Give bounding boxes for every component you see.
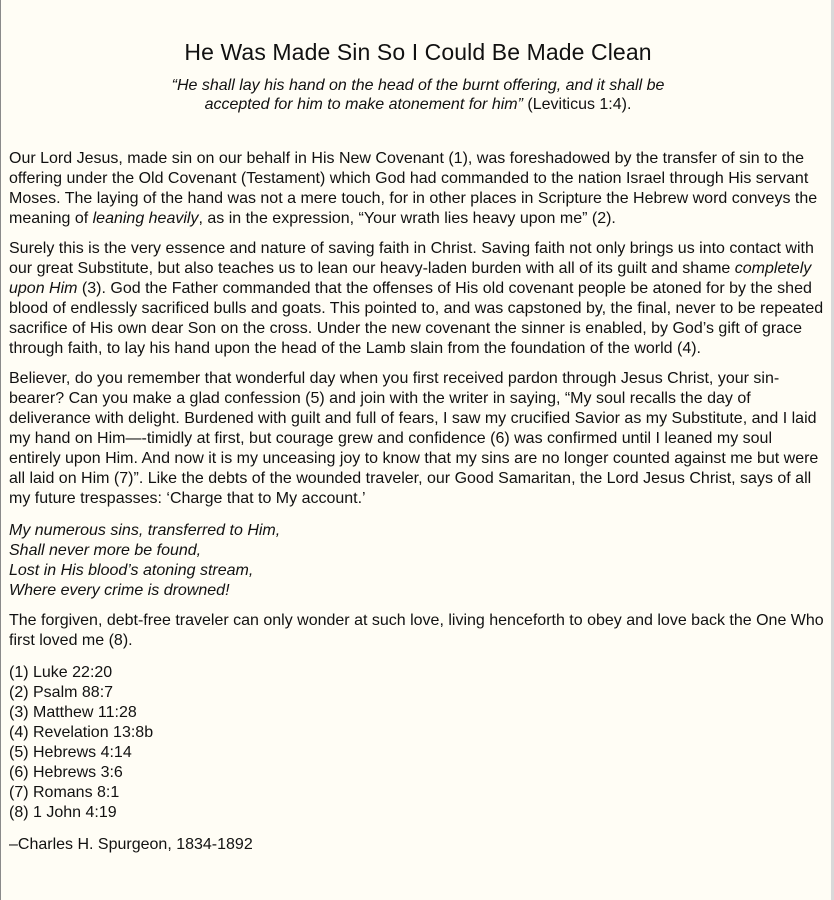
paragraph-4: The forgiven, debt-free traveler can only wonder at such love, living henceforth to obey and love back the One Who first loved me (8). (9, 612, 824, 649)
reference-item: (6) Hebrews 3:6 (9, 764, 123, 781)
poem-line: Shall never more be found, (9, 542, 202, 559)
reference-list (9, 663, 827, 823)
poem-stanza (9, 521, 827, 601)
reference-item: (5) Hebrews 4:14 (9, 744, 132, 761)
article-body (9, 0, 827, 855)
reference-item: (4) Revelation 13:8b (9, 724, 154, 741)
poem-line: Where every crime is drowned! (9, 582, 230, 599)
epigraph-citation: (Leviticus 1:4). (522, 96, 632, 113)
paragraph-2 (9, 239, 827, 359)
epigraph-quote: “He shall lay his hand on the head of the burnt offering, and it shall be accepted for him to make atonement for him” (171, 77, 665, 113)
paragraph-1-text-b: , as in the expression, “Your wrath lies heavy upon me” (2). (198, 210, 616, 227)
reference-item: (2) Psalm 88:7 (9, 684, 114, 701)
paragraph-2-emphasis: completely upon Him (9, 260, 812, 297)
author-signature: –Charles H. Spurgeon, 1834-1892 (9, 836, 253, 853)
reference-item: (8) 1 John 4:19 (9, 804, 117, 821)
paragraph-1-emphasis: leaning heavily (92, 210, 199, 227)
reference-item: (7) Romans 8:1 (9, 784, 120, 801)
paragraph-1-text-a: Our Lord Jesus, made sin on our behalf in His New Covenant (1), was foreshadowed by the transfer of sin to the offering under the Old Covenant (Testament) which God had commanded to the nation Israel through His servant Moses. The laying of the hand was not a mere touch, for in other places in Scripture the Hebrew word conveys the meaning of (9, 150, 818, 227)
poem-line: My numerous sins, transferred to Him, (9, 522, 281, 539)
reference-item: (3) Matthew 11:28 (9, 704, 137, 721)
paragraph-2-text-a: Surely this is the very essence and nature of saving faith in Christ. Saving faith not only brings us into contact with our great Substitute, but also teaches us to lean our heavy-laden burden with all of its guilt and shame (9, 240, 814, 277)
paragraph-2-text-b: (3). God the Father commanded that the offenses of His old covenant people be atoned for by the shed blood of endlessly sacrificed bulls and goats. This pointed to, and was capstoned by, the final, never to be repeated sacrifice of His own dear Son on the cross. Under the new covenant the sinner is enabled, by God’s gift of grace through faith, to lay his hand upon the head of the Lamb slain from the foundation of the world (4). (9, 280, 824, 357)
page-title: He Was Made Sin So I Could Be Made Clean (184, 39, 652, 65)
epigraph (138, 76, 698, 114)
poem-line: Lost in His blood’s atoning stream, (9, 562, 254, 579)
paragraph-3: Believer, do you remember that wonderful day when you first received pardon through Jesus Christ, your sin-bearer? Can you make a glad confession (5) and join with the writer in saying, “My soul recalls the day of deliverance with delight. Burdened with guilt and full of fears, I saw my crucified Savior as my Substitute, and I laid my hand on Him—-timidly at first, but courage grew and confidence (6) was confirmed until I leaned my soul entirely upon Him. And now it is my unceasing joy to know that my sins are no longer counted against me but were all laid on Him (7)”. Like the debts of the wounded traveler, our Good Samaritan, the Lord Jesus Christ, says of all my future trespasses: ‘Charge that to My account.’ (9, 370, 819, 507)
reference-item: (1) Luke 22:20 (9, 664, 113, 681)
paragraph-1 (9, 149, 827, 229)
